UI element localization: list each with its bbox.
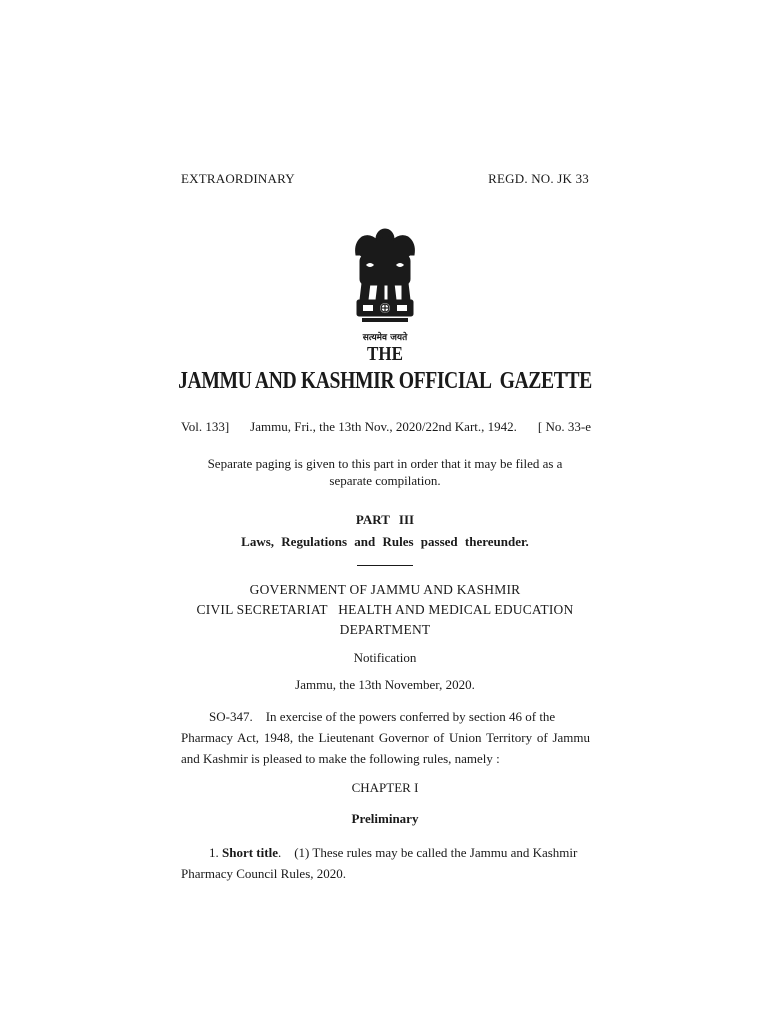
rule-number: 1.	[209, 845, 219, 860]
chapter-title: Preliminary	[351, 811, 419, 826]
part-heading: PART III	[355, 512, 415, 527]
department-name: CIVIL SECRETARIAT HEALTH AND MEDICAL EDUCATION	[196, 602, 574, 617]
paging-note-line2: separate compilation.	[329, 473, 441, 488]
section-divider	[357, 565, 413, 566]
preamble-line: Pharmacy Act, 1948, the Lieutenant Governor of Union Territory of Jammu	[181, 730, 590, 745]
preamble-line: SO-347. In exercise of the powers conferred by section 46 of the	[209, 709, 556, 724]
preamble-paragraph	[181, 706, 590, 769]
part-subheading: Laws, Regulations and Rules passed thereunder.	[241, 534, 529, 549]
notification-date: Jammu, the 13th November, 2020.	[295, 677, 475, 692]
registration-number: REGD. NO. JK 33	[488, 171, 589, 186]
paging-note	[0, 455, 770, 489]
government-name: GOVERNMENT OF JAMMU AND KASHMIR	[249, 582, 521, 597]
issue-place-date: Jammu, Fri., the 13th Nov., 2020/22nd Kart., 1942.	[250, 419, 517, 434]
issue-number: [ No. 33-e	[537, 419, 591, 434]
paging-note-line1: Separate paging is given to this part in order that it may be filed as a	[207, 456, 563, 471]
volume-number: Vol. 133]	[181, 419, 230, 434]
rule-1-paragraph	[181, 842, 590, 884]
rule-heading: Short title	[222, 845, 278, 860]
masthead-title: JAMMU AND KASHMIR OFFICIAL GAZETTE	[178, 368, 592, 394]
department-name-cont: DEPARTMENT	[339, 622, 431, 637]
masthead-the: THE	[367, 343, 403, 365]
rule-1-line: Pharmacy Council Rules, 2020.	[181, 866, 347, 881]
issue-line	[181, 419, 591, 435]
national-emblem-icon	[340, 225, 430, 343]
chapter-heading: CHAPTER I	[351, 780, 419, 795]
rule-1-line: 1. Short title. (1) These rules may be called the Jammu and Kashmir	[209, 845, 578, 860]
preamble-line: and Kashmir is pleased to make the following rules, namely :	[181, 751, 500, 766]
notification-label: Notification	[353, 650, 417, 665]
gazette-extraordinary-label: EXTRAORDINARY	[181, 171, 295, 186]
emblem-motto: सत्यमेव जयते	[362, 333, 408, 343]
